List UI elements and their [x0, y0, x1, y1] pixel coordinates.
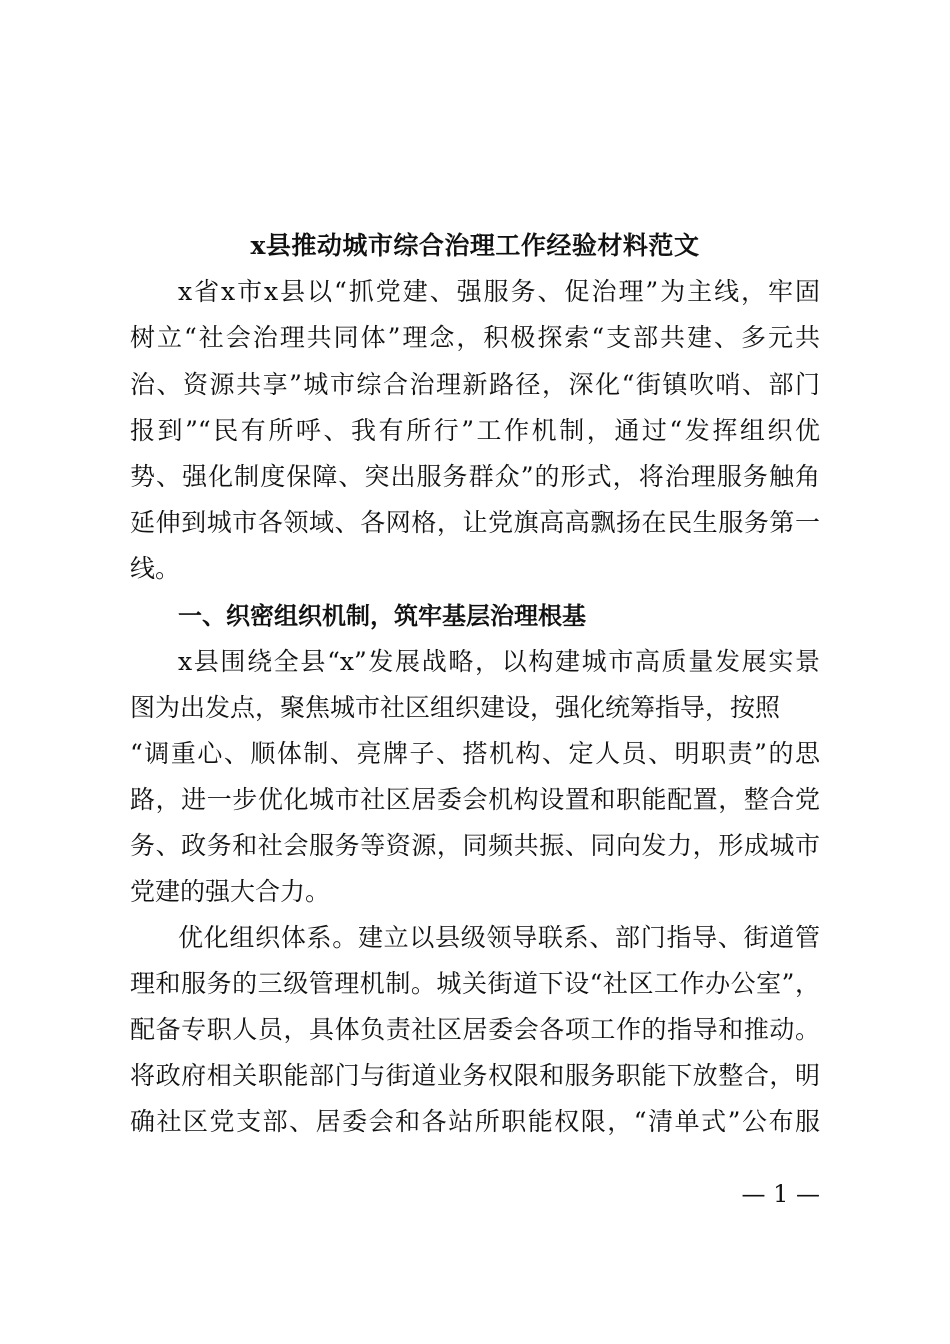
intro-line-1: x省x市x县以“抓党建、强服务、促治理”为主线，牢固: [178, 277, 820, 306]
section1-p2-line-5: 确社区党支部、居委会和各站所职能权限，“清单式”公布服: [130, 1107, 820, 1136]
section1-p1-line-1: x县围绕全县“x”发展战略，以构建城市高质量发展实景: [178, 647, 820, 676]
intro-line-5: 势、强化制度保障、突出服务群众”的形式，将治理服务触角: [130, 462, 820, 491]
intro-line-2: 树立“社会治理共同体”理念，积极探索“支部共建、多元共: [130, 323, 820, 352]
section1-p1-line-2: 图为出发点，聚焦城市社区组织建设，强化统筹指导，按照: [130, 693, 781, 722]
section1-p2-line-1: 优化组织体系。建立以县级领导联系、部门指导、街道管: [178, 923, 820, 952]
intro-line-4: 报到”“民有所呼、我有所行”工作机制，通过“发挥组织优: [130, 416, 820, 445]
intro-line-3: 治、资源共享”城市综合治理新路径，深化“街镇吹哨、部门: [130, 370, 820, 399]
intro-line-7: 线。: [130, 554, 181, 583]
section1-p1-line-3: “调重心、顺体制、亮牌子、搭机构、定人员、明职责”的思: [130, 739, 820, 768]
section1-p2-line-3: 配备专职人员，具体负责社区居委会各项工作的指导和推动。: [130, 1015, 820, 1044]
section1-p2-line-2: 理和服务的三级管理机制。城关街道下设“社区工作办公室”，: [130, 969, 820, 998]
section1-p2-line-4: 将政府相关职能部门与街道业务权限和服务职能下放整合，明: [130, 1061, 820, 1090]
document-title: x县推动城市综合治理工作经验材料范文: [250, 231, 700, 260]
section1-p1-line-6: 党建的强大合力。: [130, 877, 331, 906]
intro-line-6: 延伸到城市各领域、各网格，让党旗高高飘扬在民生服务第一: [130, 508, 820, 537]
section1-p1-line-5: 务、政务和社会服务等资源，同频共振、同向发力，形成城市: [130, 831, 820, 860]
section1-p1-line-4: 路，进一步优化城市社区居委会机构设置和职能配置，整合党: [130, 785, 820, 814]
section-heading-1: 一、织密组织机制，筑牢基层治理根基: [178, 602, 586, 630]
page-number: — 1 —: [741, 1180, 820, 1208]
